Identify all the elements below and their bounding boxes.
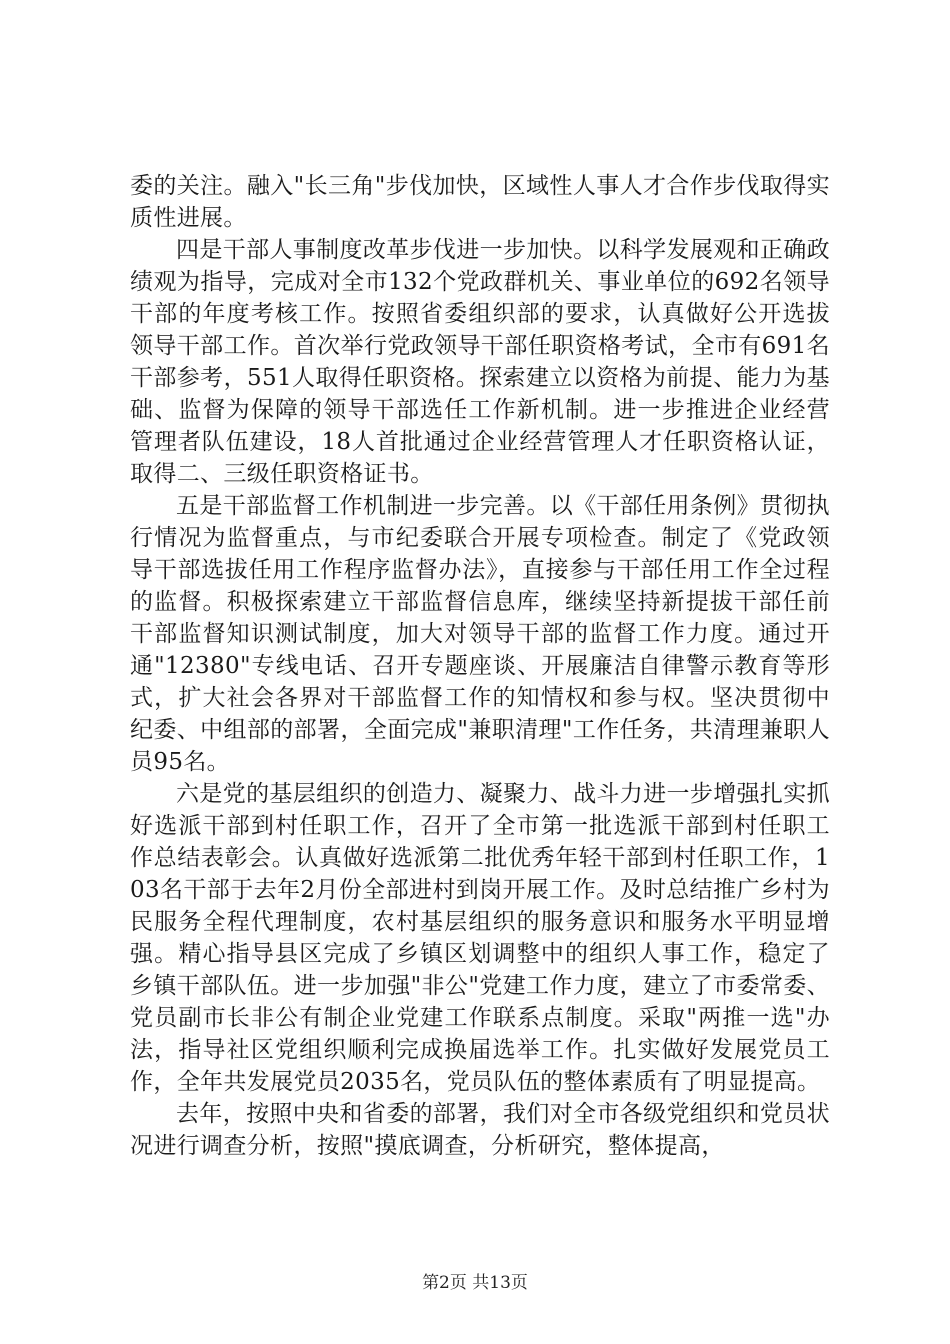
paragraph-4: 六是党的基层组织的创造力、凝聚力、战斗力进一步增强扎实抓好选派干部到村任职工作，召开了全市第一批选派干部到村任职工作总结表彰会。认真做好选派第二批优秀年轻干部到村任职工作，103名干部于去年2月份全部进村到岗开展工作。及时总结推广乡村为民服务全程代理制度，农村基层组织的服务意识和服务水平明显增强。精心指导县区完成了乡镇区划调整中的组织人事工作，稳定了乡镇干部队伍。进一步加强"非公"党建工作力度，建立了市委常委、党员副市长非公有制企业党建工作联系点制度。采取"两推一选"办法，指导社区党组织顺利完成换届选举工作。扎实做好发展党员工作，全年共发展党员2035名，党员队伍的整体素质有了明显提高。 — [130, 781, 830, 1095]
paragraph-3: 五是干部监督工作机制进一步完善。以《干部任用条例》贯彻执行情况为监督重点，与市纪委联合开展专项检查。制定了《党政领导干部选拔任用工作程序监督办法》，直接参与干部任用工作全过程的监督。积极探索建立干部监督信息库，继续坚持新提拔干部任前干部监督知识测试制度，加大对领导干部的监督工作力度。通过开通"12380"专线电话、召开专题座谈、开展廉洁自律警示教育等形式，扩大社会各界对干部监督工作的知情权和参与权。坚决贯彻中纪委、中组部的部署，全面完成"兼职清理"工作任务，共清理兼职人员95名。 — [130, 493, 830, 775]
document-body — [130, 170, 830, 1162]
page-footer: 第2页 共13页 — [422, 1273, 528, 1293]
paragraph-5: 去年，按照中央和省委的部署，我们对全市各级党组织和党员状况进行调查分析，按照"摸底调查，分析研究，整体提高， — [130, 1101, 830, 1159]
paragraph-2: 四是干部人事制度改革步伐进一步加快。以科学发展观和正确政绩观为指导，完成对全市132个党政群机关、事业单位的692名领导干部的年度考核工作。按照省委组织部的要求，认真做好公开选拔领导干部工作。首次举行党政领导干部任职资格考试，全市有691名干部参考，551人取得任职资格。探索建立以资格为前提、能力为基础、监督为保障的领导干部选任工作新机制。进一步推进企业经营管理者队伍建设，18人首批通过企业经营管理人才任职资格认证，取得二、三级任职资格证书。 — [130, 237, 830, 487]
paragraph-1: 委的关注。融入"长三角"步伐加快，区域性人事人才合作步伐取得实质性进展。 — [130, 173, 830, 231]
